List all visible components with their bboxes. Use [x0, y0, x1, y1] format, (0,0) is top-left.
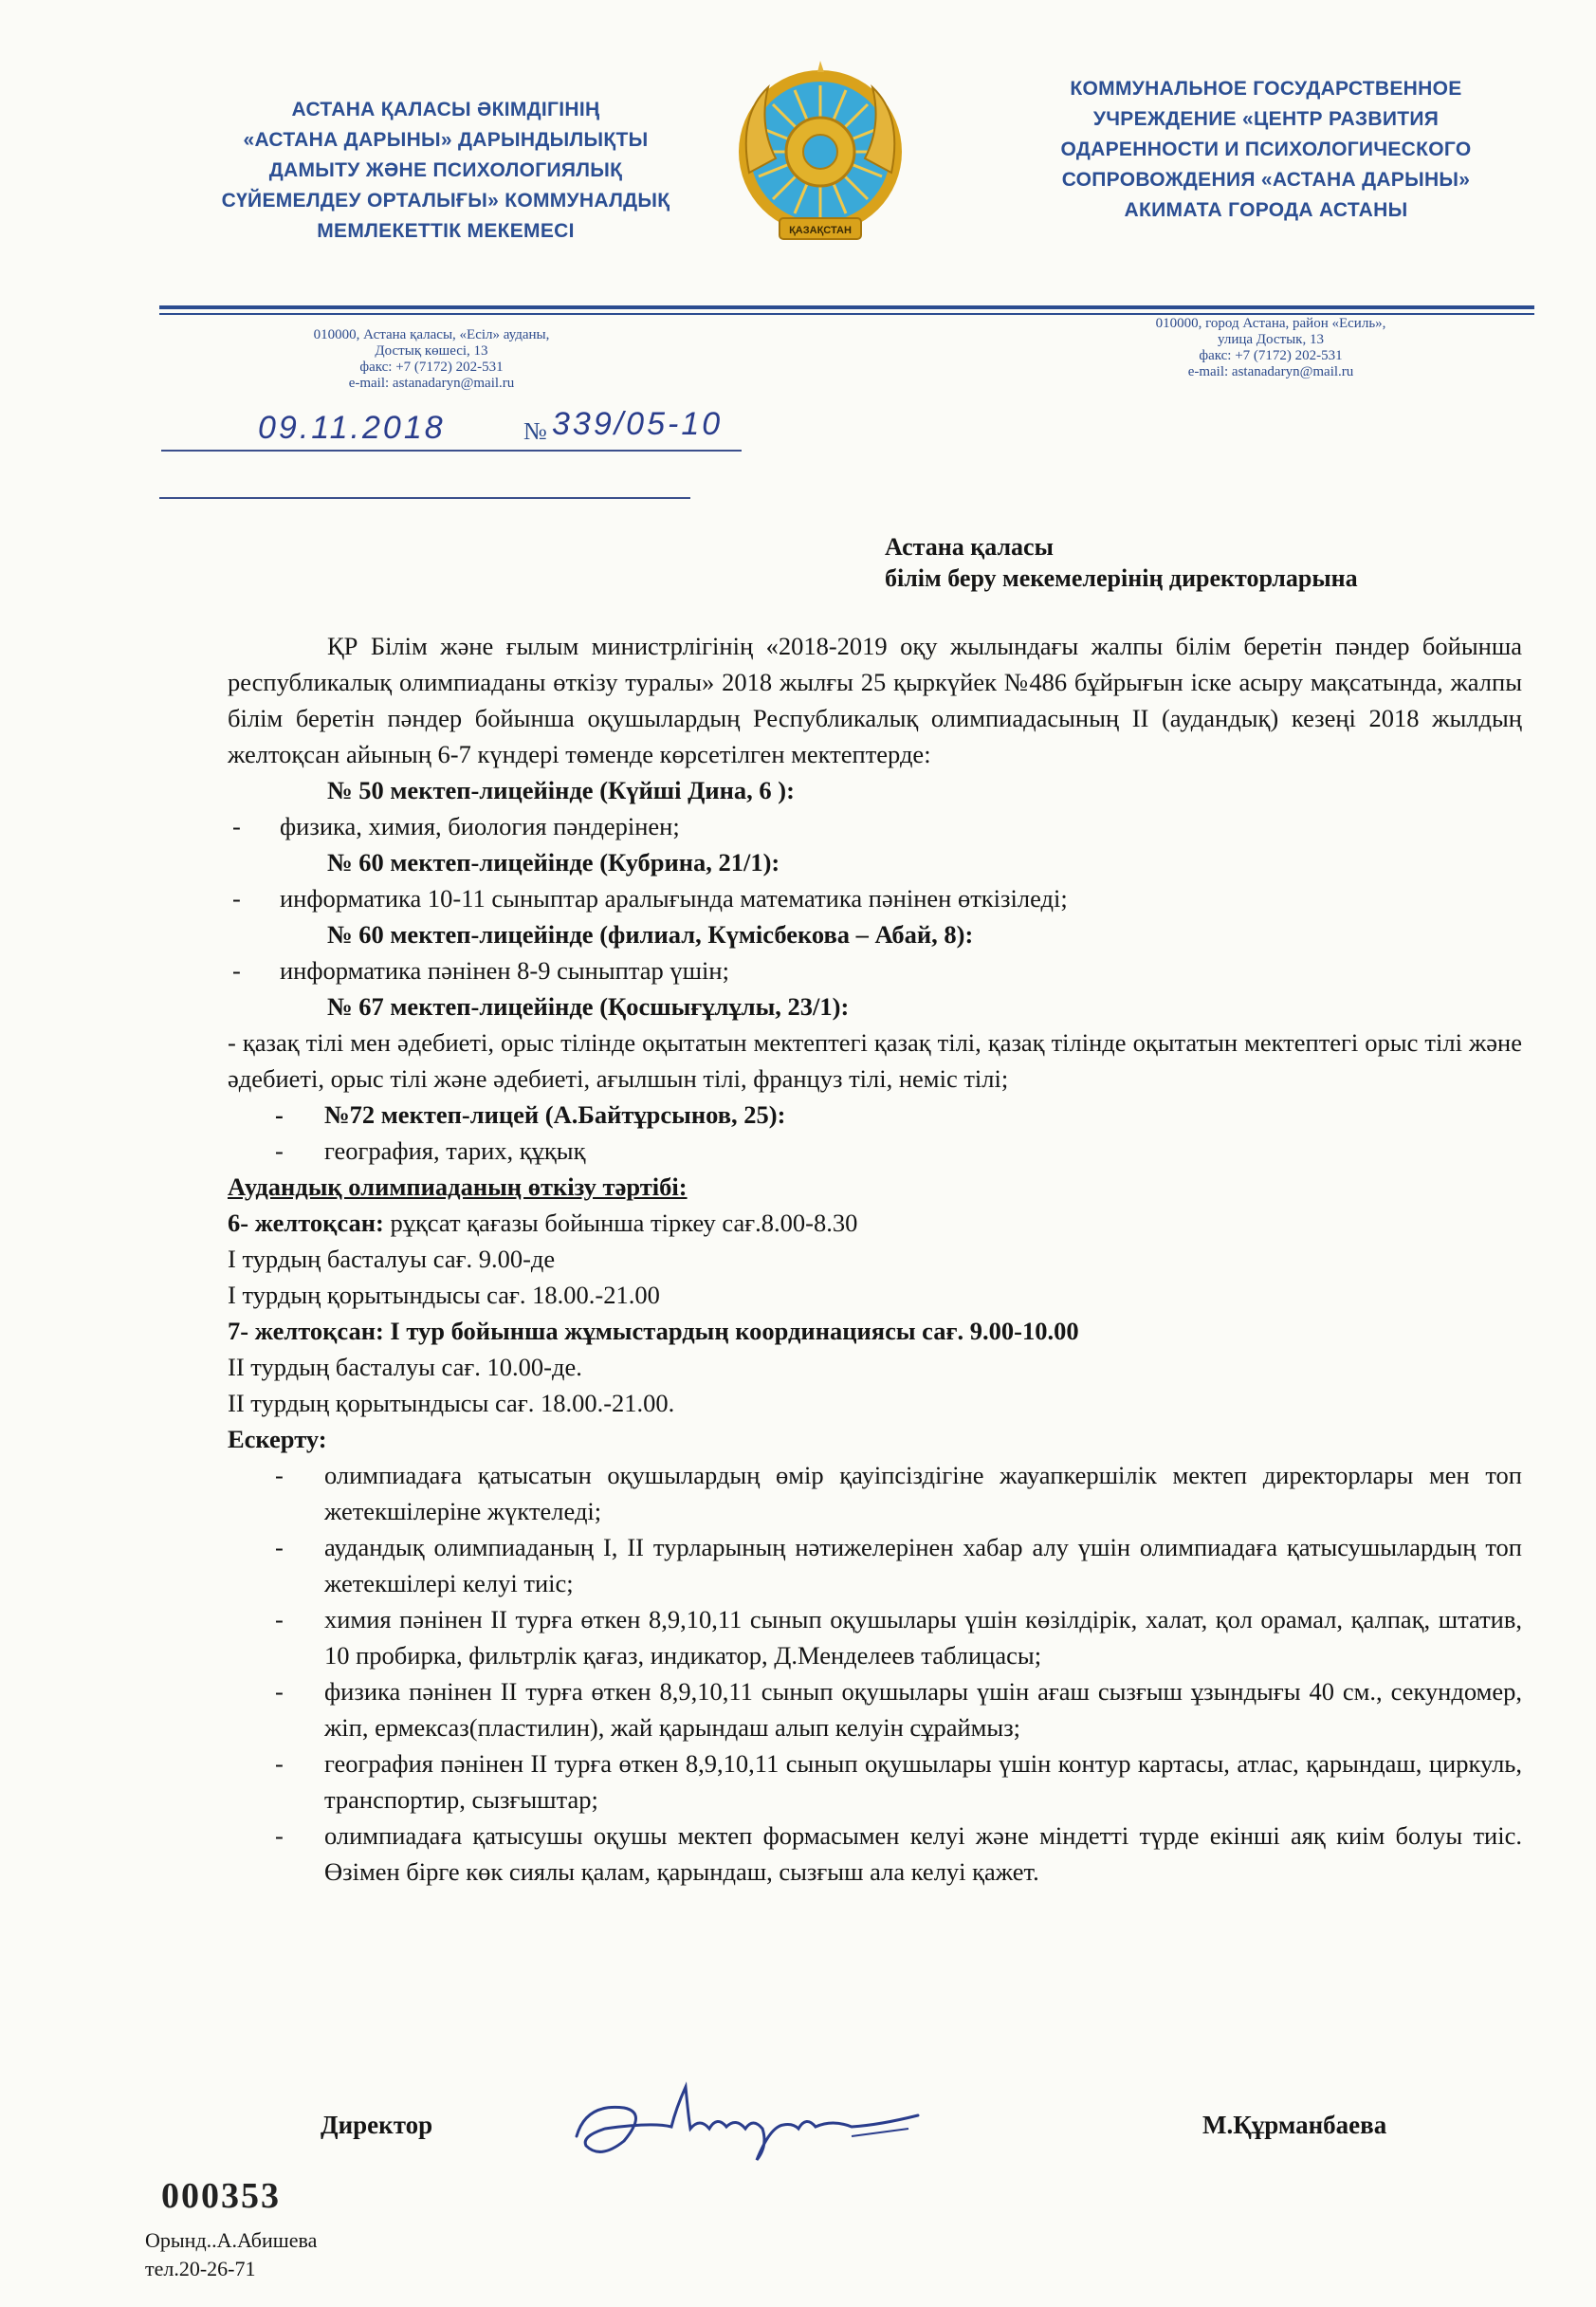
address-line: e-mail: astanadaryn@mail.ru: [1187, 364, 1354, 379]
venue-heading-text: №72 мектеп-лицей (А.Байтұрсынов, 25):: [324, 1100, 786, 1129]
day7-line1: 7- желтоқсан: І тур бойынша жұмыстардың координациясы сағ. 9.00-10.00: [228, 1317, 1079, 1345]
dash-marker: -: [232, 884, 241, 913]
subjects-text: информатика пәнінен 8-9 сыныптар үшін;: [280, 956, 729, 985]
header-divider: [159, 305, 1534, 309]
dash-marker: -: [275, 1136, 284, 1165]
header-ru: [991, 74, 1541, 226]
signatory-name: М.Құрманбаева: [1202, 2111, 1387, 2139]
registration-number-label: №: [523, 417, 547, 445]
day6-text: рұқсат қағазы бойынша тіркеу сағ.8.00-8.30: [383, 1209, 858, 1237]
address-line: 010000, город Астана, район «Есиль»,: [1155, 316, 1386, 331]
dash-marker: -: [232, 956, 241, 985]
subjects-text: география, тарих, құқық: [324, 1136, 586, 1165]
address-line: e-mail: astanadaryn@mail.ru: [348, 376, 515, 391]
signatory-title: Директор: [321, 2111, 433, 2139]
subjects-text: информатика 10-11 сыныптар аралығында математика пәнінен өткізіледі;: [280, 884, 1068, 913]
blank-underline: [159, 497, 690, 499]
address-line: факс: +7 (7172) 202-531: [359, 360, 504, 375]
venue-heading: № 60 мектеп-лицейінде (филиал, Күмісбекова – Абай, 8):: [327, 920, 974, 949]
dash-marker: -: [275, 1461, 284, 1489]
venue-subjects: [228, 880, 1522, 916]
address-line: факс: +7 (7172) 202-531: [1199, 348, 1343, 363]
dash-marker: -: [275, 1821, 284, 1850]
header-kz-line: «АСТАНА ДАРЫНЫ» ДАРЫНДЫЛЫҚТЫ: [243, 129, 649, 151]
subjects-text: қазақ тілі мен әдебиеті, орыс тілінде оқытатын мектептегі қазақ тілі, қазақ тілінде оқытатын мектептегі орыс тілі және әдебиеті, орыс тілі және әдебиеті, ағылшын тілі, француз тілі, неміс тілі;: [228, 1028, 1523, 1093]
note-item: [228, 1818, 1522, 1890]
number-underline: [523, 450, 742, 452]
header-ru-line: УЧРЕЖДЕНИЕ «ЦЕНТР РАЗВИТИЯ: [1092, 108, 1440, 130]
address-kz: [242, 327, 621, 392]
header-ru-line: СОПРОВОЖДЕНИЯ «АСТАНА ДАРЫНЫ»: [1061, 169, 1471, 191]
note-text: химия пәнінен ІІ турға өткен 8,9,10,11 сынып оқушылары үшін көзілдірік, халат, қол орамал, қалпақ, штатив, 10 пробирка, фильтрлік қағаз, индикатор, Д.Менделеев таблицасы;: [324, 1605, 1522, 1670]
header-divider-thin: [159, 313, 1534, 315]
venue-subjects: [228, 952, 1522, 988]
header-kz-line: СҮЙЕМЕЛДЕУ ОРТАЛЫҒЫ» КОММУНАЛДЫҚ: [221, 190, 670, 212]
day6-line1: [228, 1205, 1522, 1241]
note-item: [228, 1529, 1522, 1601]
venue-subjects: [228, 1024, 1522, 1097]
day7-line2: ІІ турдың басталуы сағ. 10.00-де.: [228, 1353, 582, 1381]
note-item: [228, 1673, 1522, 1745]
day6-label: 6- желтоқсан:: [228, 1209, 384, 1237]
executor-name: Орынд..А.Абишева: [145, 2228, 318, 2252]
header-kz-line: МЕМЛЕКЕТТІК МЕКЕМЕСІ: [317, 220, 575, 242]
note-item: [228, 1601, 1522, 1673]
address-line: улица Достык, 13: [1218, 332, 1324, 347]
emblem-caption: ҚАЗАҚСТАН: [789, 225, 852, 236]
address-ru: [1091, 316, 1451, 380]
dash-marker: -: [275, 1100, 284, 1129]
procedure-title: [228, 1169, 1522, 1205]
header-kz-line: АСТАНА ҚАЛАСЫ ӘКІМДІГІНІҢ: [291, 99, 600, 120]
serial-number: 000353: [161, 2176, 281, 2216]
venue-subjects: [228, 1133, 1522, 1169]
dash-marker: -: [275, 1605, 284, 1633]
dash-marker: -: [275, 1749, 284, 1778]
note-text: география пәнінен ІІ турға өткен 8,9,10,11 сынып оқушылары үшін контур картасы, атлас, қарындаш, циркуль, транспортир, сызғыштар;: [324, 1749, 1522, 1814]
venue-subjects: [228, 808, 1522, 844]
dash-marker: -: [228, 1028, 236, 1057]
note-text: физика пәнінен ІІ турға өткен 8,9,10,11 сынып оқушылары үшін ағаш сызғыш ұзындығы 40 см., секундомер, жіп, ермексаз(пластилин), жай қарындаш алып келуін сұраймыз;: [324, 1677, 1522, 1742]
address-line: Достық көшесі, 13: [375, 343, 488, 359]
handwritten-signature: [567, 2070, 937, 2174]
dash-marker: -: [275, 1677, 284, 1706]
venue-heading: № 67 мектеп-лицейінде (Қосшығұлұлы, 23/1):: [327, 992, 850, 1021]
day7-line3: ІІ турдың қорытындысы сағ. 18.00.-21.00.: [228, 1389, 675, 1417]
letter-body: [228, 628, 1522, 1890]
dash-marker: -: [232, 812, 241, 840]
header-ru-line: ОДАРЕННОСТИ И ПСИХОЛОГИЧЕСКОГО: [1060, 138, 1472, 160]
note-item: [228, 1745, 1522, 1818]
addressee-line: Астана қаласы: [885, 533, 1054, 561]
executor-phone: тел.20-26-71: [145, 2257, 256, 2280]
header-kz: [166, 95, 725, 247]
venue-heading-dashed: [228, 1097, 1522, 1133]
date-underline: [161, 450, 531, 452]
state-emblem-icon: [730, 59, 910, 258]
note-text: аудандық олимпиаданың І, ІІ турларының нәтижелерінен хабар алу үшін олимпиадаға қатысушылардың топ жетекшілері келуі тиіс;: [324, 1533, 1522, 1597]
venue-heading: № 50 мектеп-лицейінде (Күйші Дина, 6 ):: [327, 776, 795, 804]
header-ru-line: АКИМАТА ГОРОДА АСТАНЫ: [1124, 199, 1408, 221]
header-ru-line: КОММУНАЛЬНОЕ ГОСУДАРСТВЕННОЕ: [1070, 78, 1462, 100]
procedure-title-text: Аудандық олимпиаданың өткізу тәртібі:: [228, 1172, 688, 1201]
note-text: олимпиадаға қатысушы оқушы мектеп формасымен келуі және міндетті түрде екінші аяқ киім болуы тиіс. Өзімен бірге көк сиялы қалам, қарындаш, сызғыш ала келуі қажет.: [324, 1821, 1522, 1886]
day6-line3: І турдың қорытындысы сағ. 18.00.-21.00: [228, 1281, 660, 1309]
subjects-text: физика, химия, биология пәндерінен;: [280, 812, 680, 840]
addressee-line: білім беру мекемелерінің директорларына: [885, 564, 1358, 592]
header-kz-line: ДАМЫТУ ЖӘНЕ ПСИХОЛОГИЯЛЫҚ: [268, 159, 623, 181]
note-title: Ескерту:: [228, 1425, 327, 1453]
address-line: 010000, Астана қаласы, «Есіл» ауданы,: [313, 327, 550, 342]
intro-paragraph: ҚР Білім және ғылым министрлігінің «2018-2019 оқу жылындағы жалпы білім беретін пәндер бойынша республикалық олимпиаданы өткізу туралы» 2018 жылғы 25 қыркүйек №486 бұйрығын іске асыру мақсатында, жалпы білім беретін пәндер бойынша оқушылардың Республикалық олимпиадасының ІІ (аудандық) кезеңі 2018 жылдың желтоқсан айының 6-7 күндері төменде көрсетілген мектептерде:: [228, 632, 1522, 768]
venue-heading: № 60 мектеп-лицейінде (Кубрина, 21/1):: [327, 848, 780, 877]
note-item: [228, 1457, 1522, 1529]
addressee: [885, 531, 1358, 594]
dash-marker: -: [275, 1533, 284, 1561]
registration-number: 339/05-10: [552, 406, 724, 442]
day6-line2: І турдың басталуы сағ. 9.00-де: [228, 1245, 556, 1273]
note-text: олимпиадаға қатысатын оқушылардың өмір қауіпсіздігіне жауапкершілік мектеп директорлары мен топ жетекшілеріне жүктеледі;: [324, 1461, 1522, 1525]
executor-block: [145, 2226, 317, 2283]
registration-date: 09.11.2018: [258, 410, 446, 446]
